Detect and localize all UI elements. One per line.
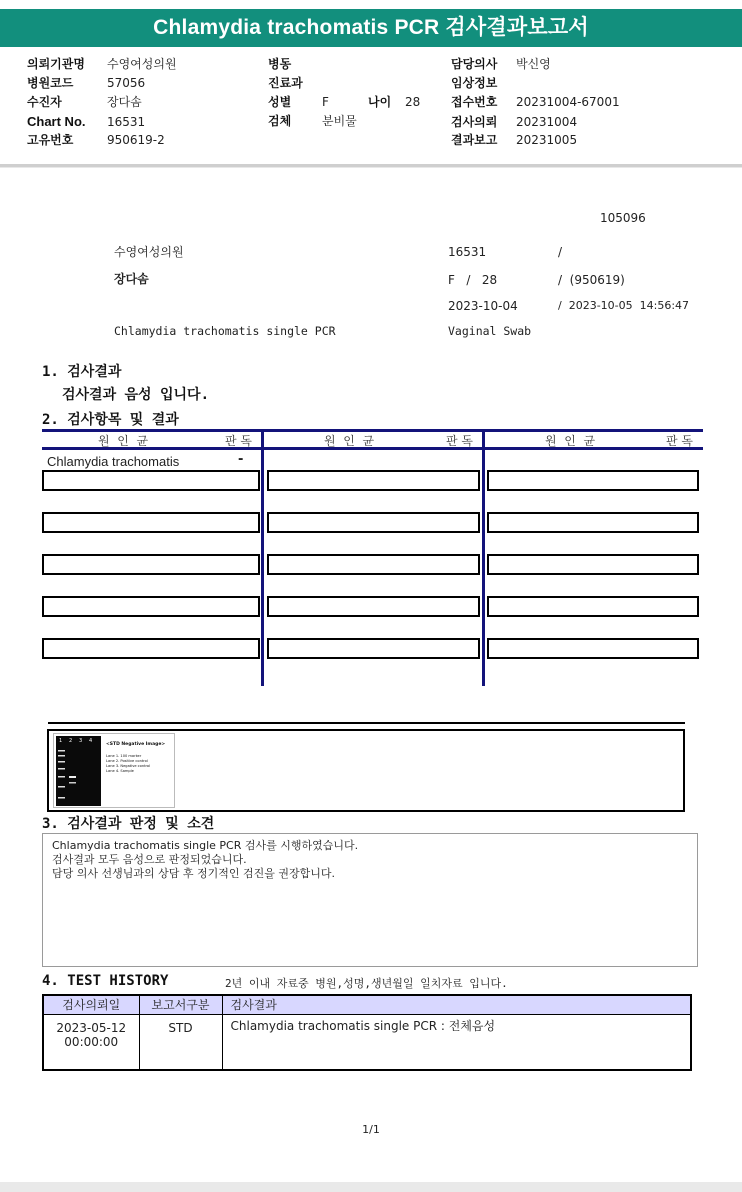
result-box [267,554,480,575]
opinion-line: 검사결과 모두 음성으로 판정되었습니다. [52,853,247,866]
hospital-code-label: 병원코드 [27,76,74,90]
chart-no-value: 16531 [107,115,146,129]
info-slash: / [558,245,563,259]
col-head-judge-2: 판 독 [446,434,473,448]
unique-no-value: 950619-2 [107,133,165,147]
gel-lane-label: 4 [89,738,93,744]
info-patient: 장다솜 [114,272,149,286]
history-note: 2년 이내 자료중 병원,성명,생년월일 일치자료 입니다. [225,977,508,990]
result-box [487,638,699,659]
age-value: 28 [405,95,421,109]
doctor-label: 담당의사 [451,57,498,71]
report-title: Chlamydia trachomatis PCR 검사결과보고서 [0,9,742,47]
gel-caption-title: <STD Negative Image> [106,742,166,747]
result-box [267,596,480,617]
report-date-label: 결과보고 [451,133,498,147]
age-label: 나이 [368,95,392,109]
history-header-date: 검사의뢰일 [43,995,139,1014]
result-box [487,554,699,575]
info-test-name: Chlamydia trachomatis single PCR [114,324,336,338]
grid-col-divider-1 [261,432,264,686]
result-box [487,596,699,617]
request-date-label: 검사의뢰 [451,115,498,129]
info-chart: 16531 [448,245,487,259]
organism-name: Chlamydia trachomatis [47,454,180,469]
gel-lane-label: 1 [59,738,63,744]
patient-label: 수진자 [27,95,62,109]
history-table [42,994,692,1071]
receipt-no-value: 20231004-67001 [516,95,620,109]
result-box [42,554,260,575]
gel-caption-line: Lane 3. Negative control [106,764,151,768]
clinical-info-label: 임상정보 [451,76,498,90]
section1-result: 검사결과 음성 입니다. [62,387,210,403]
gel-caption-line: Lane 1. 100 marker [106,754,142,758]
result-box [487,512,699,533]
page-number: 1/1 [362,1123,380,1136]
info-request-date: 2023-10-04 [448,299,518,313]
result-box [487,470,699,491]
organism-judge: - [238,452,244,467]
clinic-value: 수영여성의원 [107,57,177,71]
chart-no-label: Chart No. [27,114,86,129]
unique-no-label: 고유번호 [27,133,74,147]
opinion-line: 담당 의사 선생님과의 상담 후 정기적인 검진을 권장합니다. [52,867,335,880]
patient-value: 장다솜 [107,95,142,109]
result-box [42,512,260,533]
gel-caption-line: Lane 2. Positive control [106,759,148,763]
bottom-band [0,1182,742,1192]
request-date-value: 20231004 [516,115,578,129]
receipt-no-label: 접수번호 [451,95,498,109]
result-box [267,470,480,491]
gel-caption-line: Lane 4. Sample [106,769,134,773]
col-head-judge-1: 판 독 [225,434,252,448]
opinion-line: Chlamydia trachomatis single PCR 검사를 시행하였습니다. [52,839,359,852]
col-head-organism-2: 원 인 균 [324,434,375,448]
history-date-cell [43,1014,139,1070]
history-time: 00:00:00 [64,1034,119,1049]
info-clinic: 수영여성의원 [114,245,184,259]
section4-title: 4. TEST HISTORY [42,973,169,989]
grid-col-divider-2 [482,432,485,686]
section1-title: 1. 검사결과 [42,364,122,380]
col-head-organism-3: 원 인 균 [545,434,596,448]
header-divider-shadow [0,167,742,168]
result-box [267,512,480,533]
info-birth: / (950619) [558,273,625,287]
result-box [42,638,260,659]
sex-value: F [322,95,329,109]
info-sex-age: F / 28 [448,273,498,287]
ward-label: 병동 [268,57,292,71]
col-head-organism-1: 원 인 균 [98,434,149,448]
gel-image [53,733,175,808]
doctor-value: 박신영 [516,57,551,71]
history-type: STD [139,1014,222,1070]
col-head-judge-3: 판 독 [666,434,693,448]
specimen-label: 검체 [268,114,292,128]
history-header-result: 검사결과 [222,995,691,1014]
result-box [42,470,260,491]
gel-top-rule [48,722,685,724]
report-date-value: 20231005 [516,133,578,147]
gel-lane-label: 2 [69,738,73,744]
history-date: 2023-05-12 [56,1020,127,1035]
gel-lane-label: 3 [79,738,83,744]
history-header-type: 보고서구분 [139,995,222,1014]
gel-panel [47,729,685,812]
sex-label: 성별 [268,95,292,109]
opinion-box [42,833,698,967]
clinic-label: 의뢰기관명 [27,57,85,71]
section3-title: 3. 검사결과 판정 및 소견 [42,816,215,832]
hospital-code-value: 57056 [107,76,146,90]
table-row [43,1014,691,1070]
info-report-datetime: / 2023-10-05 14:56:47 [558,299,690,312]
dept-label: 진료과 [268,76,303,90]
history-result: Chlamydia trachomatis single PCR : 전체음성 [222,1014,691,1070]
section2-title: 2. 검사항목 및 결과 [42,412,179,428]
specimen-value: 분비물 [322,114,357,128]
result-box [42,596,260,617]
doc-code: 105096 [600,211,646,225]
info-specimen: Vaginal Swab [448,324,532,338]
result-box [267,638,480,659]
